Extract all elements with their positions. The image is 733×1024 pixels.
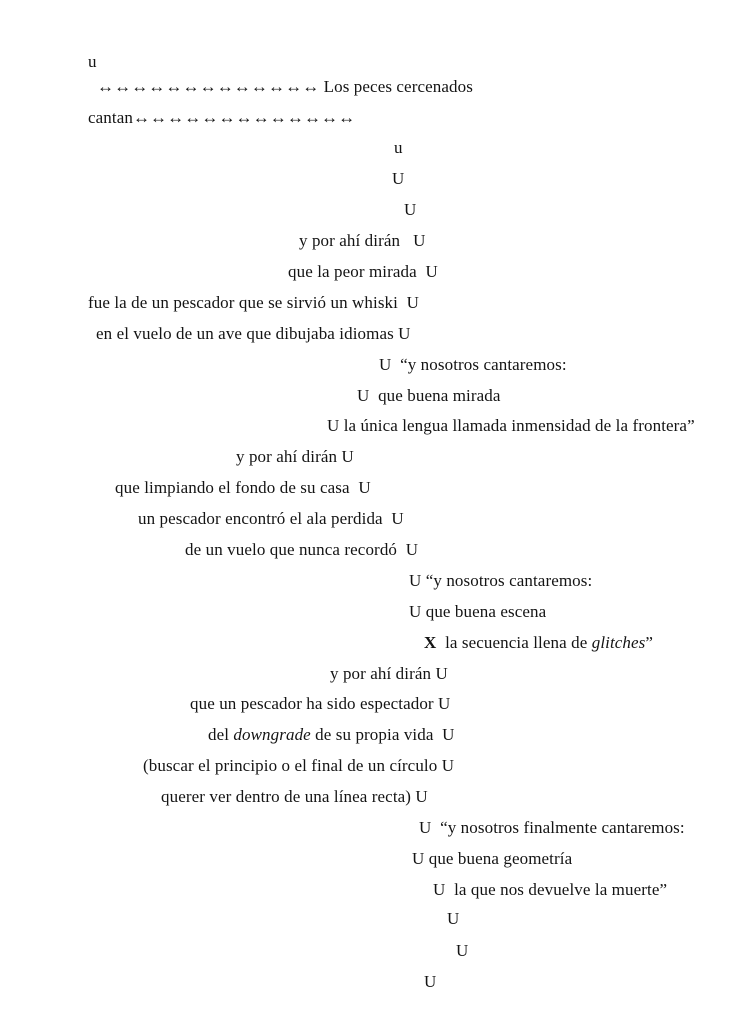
poem-segment-italic: downgrade <box>233 725 311 744</box>
poem-line <box>138 509 404 529</box>
poem-segment: u <box>88 52 97 71</box>
poem-line <box>447 909 459 929</box>
poem-segment: del <box>208 725 234 744</box>
poem-segment: U “y nosotros cantaremos: <box>409 571 593 590</box>
poem-segment: U “y nosotros cantaremos: <box>379 355 567 374</box>
poem-line <box>394 138 403 158</box>
poem-segment: ↔↔↔↔↔↔↔↔↔↔↔↔↔ Los peces cercenados <box>97 77 473 96</box>
poem-segment: U la única lengua llamada inmensidad de la frontera” <box>327 416 695 435</box>
poem-segment: U <box>447 909 460 928</box>
poem-segment-italic: glitches <box>591 633 646 652</box>
poem-segment: U la que nos devuelve la muerte” <box>433 880 668 899</box>
poem-line <box>190 694 450 714</box>
poem-segment: querer ver dentro de una línea recta) U <box>161 787 428 806</box>
poem-line <box>412 849 572 869</box>
poem-segment: U <box>424 972 437 991</box>
poem-segment: que limpiando el fondo de su casa U <box>115 478 371 497</box>
poem-line <box>419 818 685 838</box>
poem-segment: U <box>392 169 405 188</box>
poem-segment: U que buena escena <box>409 602 547 621</box>
poem-segment: y por ahí dirán U <box>330 664 448 683</box>
poem-line <box>299 231 426 251</box>
poem-segment-bold: X <box>424 633 437 652</box>
poem-line <box>433 880 667 900</box>
poem-line <box>208 725 455 745</box>
poem-line <box>404 200 416 220</box>
poem-segment: U “y nosotros finalmente cantaremos: <box>419 818 685 837</box>
poem-line <box>288 262 438 282</box>
poem-line <box>115 478 371 498</box>
poem-segment: en el vuelo de un ave que dibujaba idiomas U <box>96 324 411 343</box>
poem-line <box>161 787 428 807</box>
poem-segment: de un vuelo que nunca recordó U <box>185 540 419 559</box>
poem-line <box>327 416 695 436</box>
poem-line <box>392 169 404 189</box>
poem-segment: U <box>404 200 417 219</box>
poem-segment: de su propia vida U <box>310 725 455 744</box>
poem-segment: u <box>394 138 403 157</box>
poem-line <box>330 664 448 684</box>
poem-segment: U <box>456 941 469 960</box>
poem-segment: (buscar el principio o el final de un círculo U <box>143 756 455 775</box>
poem-line <box>236 447 354 467</box>
poem-line <box>88 52 97 72</box>
poem-segment: y por ahí dirán U <box>299 231 426 250</box>
poem-segment: la secuencia llena de <box>436 633 592 652</box>
poem-segment: U que buena mirada <box>357 386 501 405</box>
poem-segment: que la peor mirada U <box>288 262 438 281</box>
poem-line <box>424 633 653 653</box>
poem-line <box>379 355 567 375</box>
poem-segment: fue la de un pescador que se sirvió un whiski U <box>88 293 420 312</box>
poem-line <box>424 972 436 992</box>
poem-segment: ” <box>645 633 654 652</box>
poem-segment: que un pescador ha sido espectador U <box>190 694 451 713</box>
poem-line <box>185 540 418 560</box>
poem-segment: un pescador encontró el ala perdida U <box>138 509 404 528</box>
poem-line <box>143 756 454 776</box>
poem-line <box>97 77 473 97</box>
poem-line <box>409 571 592 591</box>
poem-line <box>96 324 411 344</box>
poem-line <box>88 293 419 313</box>
poem-line <box>456 941 468 961</box>
poem-segment: U que buena geometría <box>412 849 573 868</box>
poem-line <box>409 602 546 622</box>
poem-line <box>88 108 355 128</box>
poem-line <box>357 386 501 406</box>
poem-segment: cantan↔↔↔↔↔↔↔↔↔↔↔↔↔ <box>88 108 356 127</box>
poem-segment: y por ahí dirán U <box>236 447 354 466</box>
